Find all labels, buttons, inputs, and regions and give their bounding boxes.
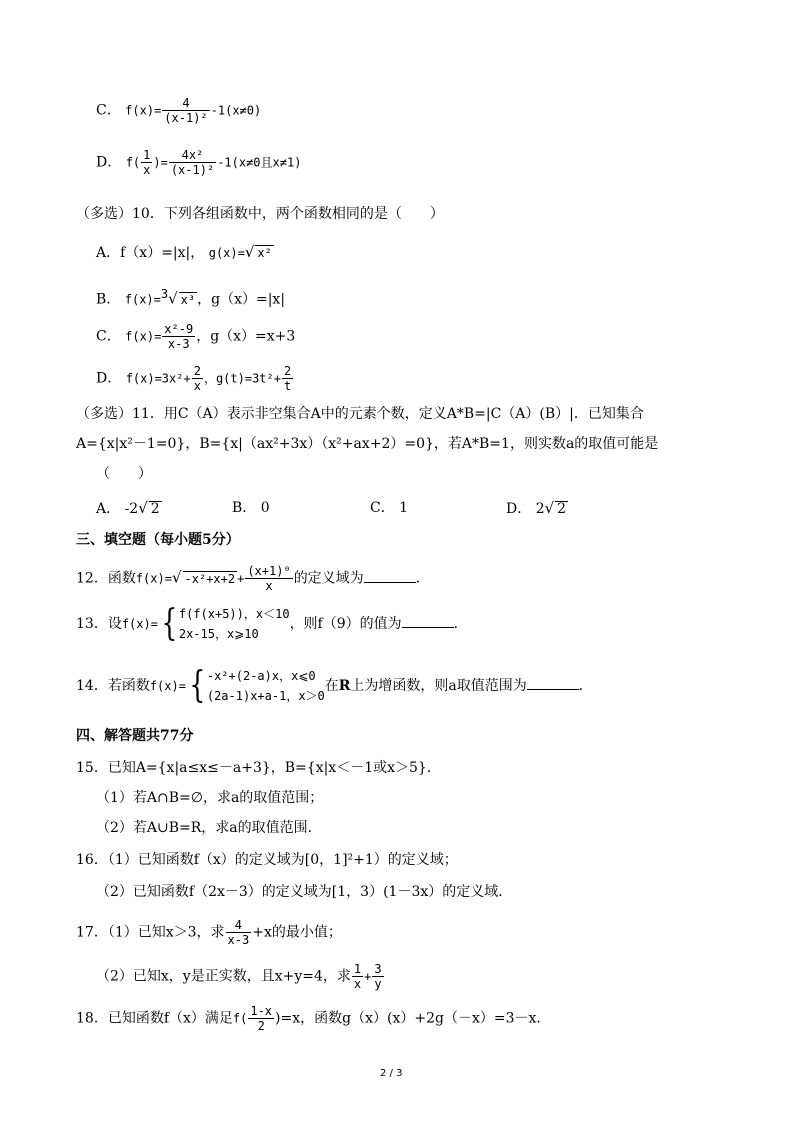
fraction bbox=[162, 96, 209, 125]
period: ． bbox=[415, 570, 430, 587]
numerator: 4 bbox=[226, 918, 252, 933]
fraction bbox=[245, 564, 292, 593]
q15-part1: （1）若A∩B=∅，求a的取值范围； bbox=[96, 790, 324, 806]
q9-option-d bbox=[96, 148, 301, 177]
plus-sign: + bbox=[237, 571, 245, 586]
q11-stem-line3: （ ） bbox=[96, 466, 152, 482]
answer-blank[interactable] bbox=[527, 675, 579, 690]
q10-option-d bbox=[96, 364, 294, 393]
radicand: -x²+x+2 bbox=[184, 571, 236, 586]
fraction bbox=[372, 962, 383, 991]
function-g: ，g（x）=x+3 bbox=[196, 328, 296, 345]
numerator: 1 bbox=[143, 148, 151, 162]
q10-option-b bbox=[96, 284, 285, 310]
fraction bbox=[282, 364, 293, 393]
real-set-symbol: R bbox=[338, 678, 351, 694]
q18 bbox=[76, 1004, 550, 1033]
numerator: 1-x bbox=[250, 1004, 273, 1018]
option-label: B． bbox=[96, 291, 121, 308]
denominator: y bbox=[374, 977, 382, 991]
denominator: x bbox=[265, 579, 273, 593]
radicand: 2 bbox=[557, 501, 567, 517]
numerator: 2 bbox=[283, 364, 292, 378]
denominator: (x-1)² bbox=[170, 163, 215, 177]
option-label: A． bbox=[96, 501, 121, 517]
left-brace: { bbox=[189, 665, 206, 706]
denominator: x bbox=[193, 379, 201, 393]
fraction bbox=[169, 148, 216, 177]
numerator: 4x² bbox=[169, 148, 216, 163]
question-prefix: 14．若函数 bbox=[76, 678, 150, 694]
q15-stem: 15．已知A={x|a≤x≤－a+3}，B={x|x＜－1或x＞5}． bbox=[76, 760, 441, 776]
function-g: g(x)= bbox=[208, 246, 245, 260]
section-heading-fill-in: 三、填空题（每小题5分） bbox=[76, 532, 240, 548]
denominator: x-3 bbox=[167, 337, 190, 351]
numerator: (x+1)⁰ bbox=[247, 564, 291, 578]
question-prefix: 13．设 bbox=[76, 616, 122, 632]
plus-sign: + bbox=[364, 969, 372, 984]
fraction bbox=[141, 148, 152, 177]
radicand: x³ bbox=[180, 292, 196, 307]
option-value: 2 bbox=[535, 501, 545, 517]
function-f: f（x）=|x|， bbox=[120, 245, 205, 261]
case-line: (2a-1)x+a-1，x＞0 bbox=[206, 689, 325, 703]
function-lhs: f(x)= bbox=[149, 679, 186, 693]
period: ． bbox=[453, 616, 468, 632]
option-value: -2 bbox=[124, 501, 139, 517]
fraction bbox=[192, 364, 203, 393]
function-lhs: f( bbox=[125, 155, 141, 170]
fraction bbox=[352, 962, 363, 991]
case-line: 2x-15，x⩾10 bbox=[178, 627, 259, 641]
fraction bbox=[226, 918, 252, 947]
q10-stem: （多选）10．下列各组函数中，两个函数相同的是（ ） bbox=[76, 206, 444, 222]
q17-part2 bbox=[96, 962, 385, 991]
numerator: 1 bbox=[353, 962, 362, 976]
function-lhs: f(x)= bbox=[121, 617, 158, 631]
option-value: 1 bbox=[399, 500, 409, 516]
fraction bbox=[248, 1004, 274, 1033]
piecewise-cases bbox=[179, 604, 290, 644]
answer-blank[interactable] bbox=[364, 568, 416, 583]
denominator: x bbox=[353, 977, 362, 991]
numerator: 3 bbox=[374, 962, 382, 976]
page-number: 2 / 3 bbox=[380, 1068, 403, 1079]
fraction bbox=[162, 322, 195, 351]
question-text: +x的最小值； bbox=[252, 924, 342, 941]
left-brace: { bbox=[161, 603, 178, 644]
denominator: x-3 bbox=[227, 933, 250, 947]
numerator: 4 bbox=[162, 96, 209, 111]
function-f: f(x)= bbox=[124, 292, 161, 307]
option-label: C． bbox=[370, 500, 395, 516]
radical-sign: √ bbox=[171, 568, 182, 587]
question-text: （2）已知x，y是正实数，且x+y=4，求 bbox=[96, 968, 351, 985]
q12 bbox=[76, 564, 430, 593]
radicand: 2 bbox=[150, 501, 160, 517]
q11-option-d bbox=[506, 498, 568, 519]
function-tail: -1(x≠0且x≠1) bbox=[217, 155, 302, 170]
option-label: D． bbox=[96, 154, 122, 171]
q14 bbox=[76, 666, 593, 706]
q11-option-b bbox=[232, 498, 270, 518]
function-mid: )= bbox=[153, 155, 168, 170]
option-label: D． bbox=[96, 370, 122, 387]
option-label: C． bbox=[96, 328, 121, 345]
question-text: 17．（1）已知x＞3，求 bbox=[76, 924, 225, 941]
numerator: 2 bbox=[193, 364, 201, 378]
function-lhs: f( bbox=[232, 1011, 248, 1026]
q15-part2: （2）若A∪B=R，求a的取值范围． bbox=[96, 820, 322, 836]
q11-option-c bbox=[370, 498, 408, 518]
radical-sign: √ bbox=[544, 499, 555, 517]
radical-sign: √ bbox=[168, 289, 178, 308]
question-prefix: 12．函数 bbox=[76, 570, 136, 587]
option-label: D． bbox=[506, 501, 532, 517]
function-f: f(x)=3x²+ bbox=[125, 371, 191, 386]
function-lhs: f(x)= bbox=[135, 571, 172, 586]
q11-stem-line2: A={x|x²－1=0}，B={x|（ax²+3x）（x²+ax+2）=0}，若A*B=1，则实数a的取值可能是 bbox=[76, 436, 659, 452]
q11-stem-line1: （多选）11．用C（A）表示非空集合A中的元素个数，定义A*B=|C（A）(B）|．已知集合 bbox=[76, 406, 644, 422]
option-label: C． bbox=[96, 102, 121, 119]
radical-sign: √ bbox=[244, 243, 255, 261]
radicand: x² bbox=[257, 246, 272, 260]
denominator: (x-1)² bbox=[164, 111, 208, 125]
radical-sign: √ bbox=[138, 499, 148, 517]
denominator: t bbox=[283, 379, 292, 393]
option-value: 0 bbox=[260, 500, 270, 516]
function-g: ，g（x）=|x| bbox=[197, 291, 286, 308]
q16-part2: （2）已知函数f（2x－3）的定义域为[1，3）(1－3x）的定义域． bbox=[96, 884, 513, 900]
question-text: ，则f（9）的值为 bbox=[289, 616, 402, 632]
q17-part1 bbox=[76, 918, 342, 947]
q9-option-c bbox=[96, 96, 261, 125]
q13 bbox=[76, 604, 468, 644]
denominator: 2 bbox=[257, 1019, 265, 1033]
root-index: 3 bbox=[160, 287, 169, 301]
denominator: x bbox=[143, 163, 151, 177]
q10-option-a bbox=[96, 242, 274, 263]
case-line: f(f(x+5))，x＜10 bbox=[178, 607, 290, 621]
q16-part1: 16．（1）已知函数f（x）的定义域为[0，1]²+1）的定义域； bbox=[76, 852, 458, 868]
case-line: -x²+(2-a)x，x⩽0 bbox=[206, 669, 316, 683]
function-f: f(x)= bbox=[125, 329, 162, 344]
function-tail: -1(x≠0) bbox=[210, 103, 262, 118]
piecewise-cases bbox=[207, 666, 325, 706]
answer-blank[interactable] bbox=[402, 613, 454, 628]
section-heading-solutions: 四、解答题共77分 bbox=[76, 728, 194, 744]
numerator: x²-9 bbox=[164, 322, 194, 336]
function-lhs: f(x)= bbox=[125, 103, 162, 118]
q10-option-c bbox=[96, 322, 295, 351]
question-text: 的定义域为 bbox=[293, 570, 364, 587]
q11-option-a bbox=[96, 498, 162, 519]
question-text: )=x，函数g（x）(x）+2g（－x）=3－x． bbox=[275, 1010, 551, 1027]
question-text: 18．已知函数f（x）满足 bbox=[76, 1010, 233, 1027]
function-g: ，g(t)=3t²+ bbox=[203, 371, 281, 386]
period: ． bbox=[578, 678, 593, 694]
option-label: A． bbox=[96, 245, 121, 261]
question-text: 在 bbox=[324, 678, 339, 694]
option-label: B． bbox=[232, 500, 257, 516]
question-text: 上为增函数，则a取值范围为 bbox=[350, 678, 527, 694]
